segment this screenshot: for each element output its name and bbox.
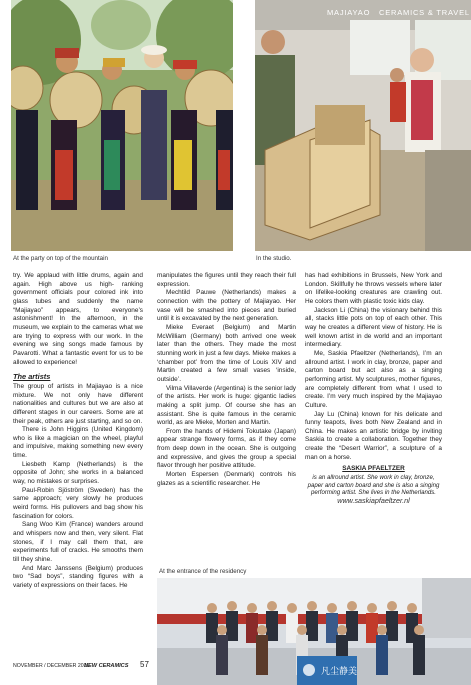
footer-issue-date: NOVEMBER / DECEMBER 2019 [13, 663, 90, 669]
paragraph: has had exhibitions in Brussels, New York and London. Skillfully he throws vessels where later on lifelike-looking creatures are crawling out. He colors them with plastic toxic kids clay. [305, 272, 442, 305]
page-number: 57 [140, 660, 149, 669]
paragraph: Liesbeth Kamp (Netherlands) is the opposite of John; she works in a balanced way, no mistakes or surprises. [13, 460, 143, 486]
paragraph: try. We applaud with little drums, again and again. High above us high- ranking government officials pour colored ink into glass tubes and suddenly the name “Majiayao” appears, to everyone’s astonishment! In the afternoon, in the museum, we explain to the cameras what we are trying to express with our work. In the evening we sing songs made famous by Pavarotti. What a fantastic event for us to be allowed to experience! [13, 272, 143, 366]
article-column-1 [13, 272, 143, 591]
paragraph: Morten Espersen (Denmark) controls his glazes as a scientific researcher. He [157, 471, 296, 487]
author-bio-text: is an allround artist. She work in clay, bronze, paper and carton board and she is also a singing performing artist. She lives in the Netherlands. [307, 474, 440, 496]
footer-magazine-name: NEW CERAMICS [84, 663, 129, 669]
studio-photo-graphic [255, 0, 471, 251]
author-bio-name: SASKIA PFAELTZER [342, 465, 405, 473]
section-heading-artists: The artists [13, 372, 51, 382]
paragraph: Paul-Robin Sjöström (Sweden) has the same approach; very slowly he produces weird forms. His pullovers and bag show his fascination for colors. [13, 486, 143, 520]
paragraph: From the hands of Hidemi Tokutake (Japan) appear strange flowery forms, as if they come from deep down in the ocean. She is outgoing and expressive, and gives the group a special flavor through her positive attitude. [157, 427, 296, 470]
party-photo-graphic [11, 0, 233, 251]
paragraph: Mieke Everaet (Belgium) and Martin McWilliam (Germany) both arrived one week later than the others. They made the most stunning work in just a few days. Mieke makes a ‘chamber pot’ from the time of Louis XIV and Martin created a few small vases ‘inside, outside’. [157, 323, 296, 383]
paragraph: manipulates the figures until they reach their full expression. [157, 272, 296, 288]
author-website-link[interactable]: www.saskiapfaeltzer.nl [337, 496, 410, 506]
caption-party: At the party on top of the mountain [13, 255, 108, 262]
paragraph: There is John Higgins (United Kingdom) who is like a magician on the wheel, playful and impulsive, making something new every time. [13, 426, 143, 460]
residency-photo-graphic [157, 578, 471, 685]
residency-banner-text: 凡尘静美 [321, 667, 358, 677]
paragraph: And Marc Janssens (Belgium) produces two “Sad boys”, standing figures with a variety of expressions on their faces. He [13, 564, 143, 589]
paragraph: Mechtild Pauwe (Netherlands) makes a connection with the pottery of Majiayao. Her vase will be smashed into pieces and buried until it is excavated by the next generation. [157, 289, 296, 323]
photo-party-mountain [11, 0, 233, 251]
photo-residency-group [157, 578, 471, 685]
paragraph: Me, Saskia Pfaeltzer (Netherlands), I’m an allround artist. I work in clay, bronze, paper and carton board but act also as a singing performing artist. My sculptures, mother figures, are completely different from what I used to create. I’m very much inspired by the Majiayao Culture. [305, 349, 442, 409]
header-section: MAJIAYAO [327, 8, 371, 17]
paragraph: The group of artists in Majiayao is a nice mixture. We not only have different nationalities and cultures but we are also at different stages in our careers. Some are at their peak, others are just starting, and so on. [13, 382, 143, 425]
paragraph: Vilma Villaverde (Argentina) is the senior lady of the artists. Her work is huge: gigantic ladies making a split jump. Of course she has an assistant. She is quite famous in the ceramic world, as are Mieke, Morten and Martin. [157, 384, 296, 427]
paragraph: Jackson Li (China) the visionary behind this all, stacks little pots on top of each other. This way he creates a different view of history. He is well known artist in de world and an important intermediary. [305, 306, 442, 349]
paragraph: Jay Lu (China) known for his delicate and funny teapots, lives both New Zealand and in China. He makes an artistic bridge by inviting Saskia to create a collaboration. Together they create the “Desert Warrior”, a sculpture of a man on a horse. [305, 410, 442, 461]
paragraph: Sang Woo Kim (France) wanders around and whispers now and then, very silent. Flat stones, if I may call them that, are experiments full of cracks. He smooths them till they shine. [13, 521, 143, 563]
caption-residency: At the entrance of the residency [159, 568, 247, 575]
caption-studio: In the studio. [256, 255, 292, 262]
photo-studio [255, 0, 471, 251]
header-category: CERAMICS & TRAVEL [379, 8, 470, 17]
article-column-2 [157, 272, 296, 488]
article-column-3 [305, 272, 442, 506]
